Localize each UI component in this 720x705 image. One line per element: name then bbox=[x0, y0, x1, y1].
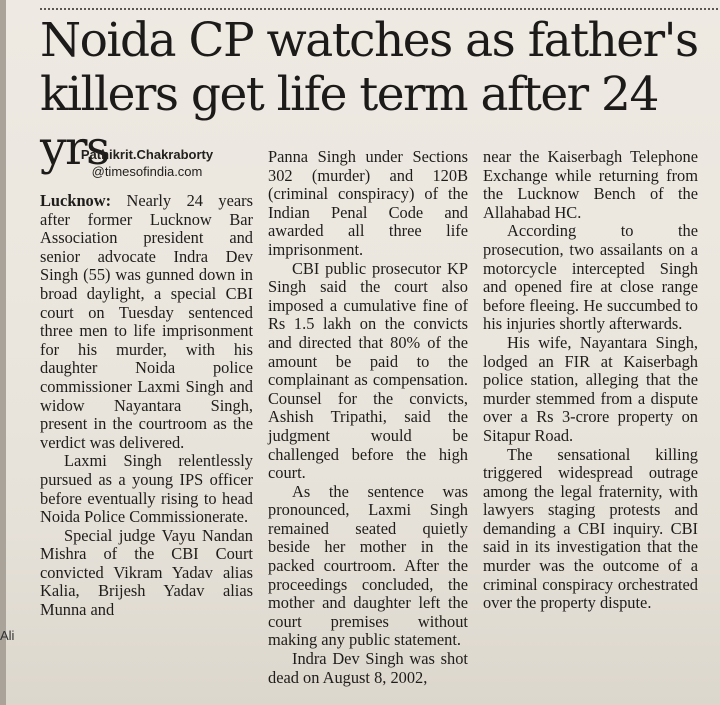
article-column-2 bbox=[268, 148, 468, 687]
edge-fragment-text: Ali bbox=[0, 628, 15, 643]
article-column-1 bbox=[40, 192, 253, 620]
paragraph: The sensational killing triggered widespread outrage among the legal fraternity, with lawyers staging protests and demanding a CBI inquiry. CBI said in its investigation that the murder was the outcome of a criminal conspiracy orchestrated over the property dispute. bbox=[483, 444, 698, 613]
article-column-3 bbox=[483, 148, 698, 613]
paragraph: Laxmi Singh relentlessly pursued as a young IPS officer before eventually rising to head Noida Police Commissionerate. bbox=[40, 451, 253, 527]
paragraph: Panna Singh under Sections 302 (murder) and 120B (criminal conspiracy) of the Indian Penal Code and awarded all three life imprisonment. bbox=[268, 147, 468, 259]
paragraph: His wife, Nayantara Singh, lodged an FIR at Kaiserbagh police station, alleging that the murder stemmed from a dispute over a Rs 3-crore property on Sitapur Road. bbox=[483, 332, 698, 445]
byline-name: Pathikrit.Chakraborty bbox=[80, 147, 214, 162]
top-dotted-rule bbox=[40, 8, 718, 10]
paragraph: Special judge Vayu Nandan Mishra of the CBI Court convicted Vikram Yadav alias Kalia, Brijesh Yadav alias Munna and bbox=[40, 525, 253, 620]
paragraph: As the sentence was pronounced, Laxmi Singh remained seated quietly beside her mother in the packed courtroom. After the proceedings concluded, the mother and daughter left the court premises without making any public statement. bbox=[268, 481, 468, 650]
paragraph: According to the prosecution, two assailants on a motorcycle intercepted Singh and opened fire at close range before fleeing. He succumbed to his injuries shortly afterwards. bbox=[483, 221, 698, 334]
dateline: Lucknow: bbox=[40, 191, 112, 210]
paragraph: Indra Dev Singh was shot dead on August 8, 2002, bbox=[268, 649, 468, 687]
paragraph bbox=[40, 192, 253, 452]
byline bbox=[40, 146, 254, 180]
headline: Noida CP watches as father's killers get life term after 24 yrs bbox=[40, 13, 698, 176]
byline-email: @timesofindia.com bbox=[91, 164, 203, 179]
paragraph: near the Kaiserbagh Telephone Exchange while returning from the Lucknow Bench of the Allahabad HC. bbox=[483, 147, 698, 222]
paragraph: CBI public prosecutor KP Singh said the court also imposed a cumulative fine of Rs 1.5 lakh on the convicts and directed that 80% of the amount be paid to the complainant as compensation. Counsel for the convicts, Ashish Tripathi, said the judgment would be challenged before the high court. bbox=[268, 258, 468, 483]
paragraph-text: Nearly 24 years after former Lucknow Bar Association president and senior advocate Indra Dev Singh (55) was gunned down in broad daylight, a special CBI court on Tuesday sentenced three men to life imprisonment for his murder, with his daughter Noida police commissioner Laxmi Singh and widow Nayantara Singh, present in the courtroom as the verdict was delivered. bbox=[40, 191, 253, 452]
